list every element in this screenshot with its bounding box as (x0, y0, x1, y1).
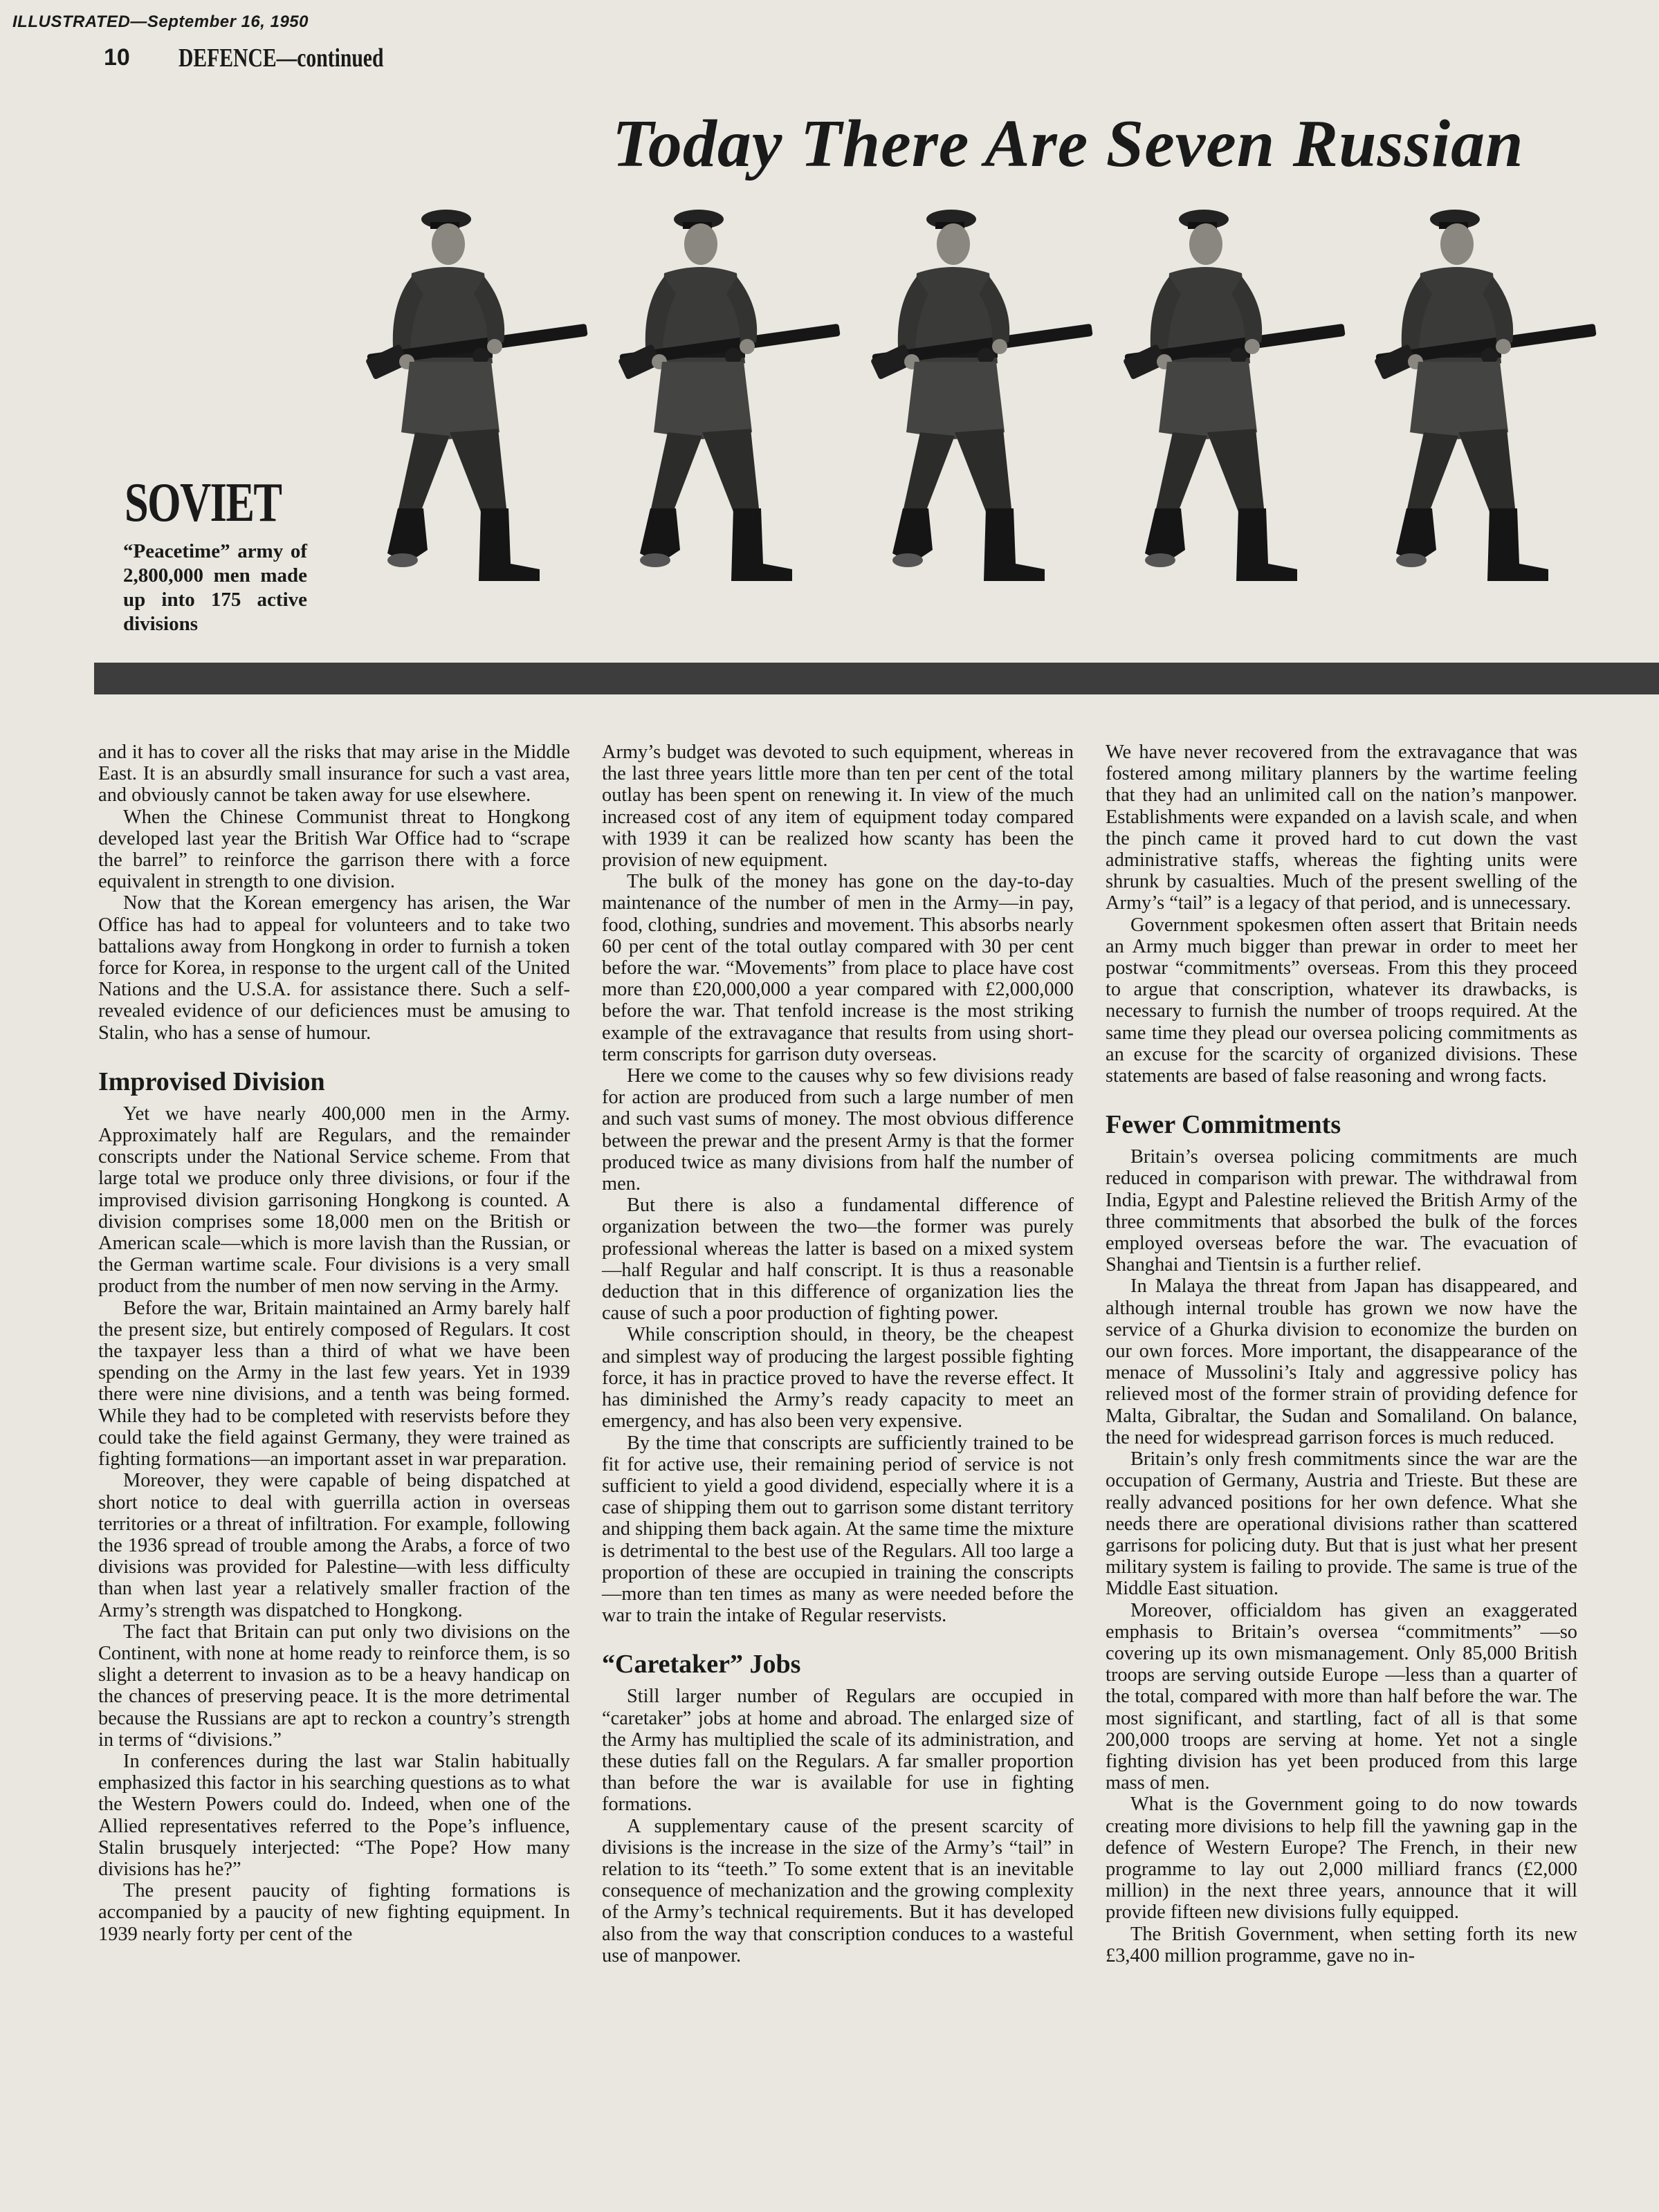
page-number: 10 (104, 44, 130, 71)
paragraph: What is the Government going to do now towards creating more divisions to help fill the yawning gap in the defence of Western Europe? The French, in their new programme to lay out 2,000 milliard francs (£2,000 million) in the next three years, announce that it will provide fifteen new divisions fully equipped. (1106, 1794, 1577, 1924)
paragraph: The present paucity of fighting formations is accompanied by a paucity of new fighting equipment. In 1939 nearly forty per cent of the (98, 1880, 570, 1945)
soldier-figure-5 (1374, 210, 1597, 581)
soldier-figure-4 (1123, 210, 1346, 581)
paragraph: In Malaya the threat from Japan has disappeared, and although internal trouble has grown we now have the service of a Ghurka division to economize the burden on our own forces. More important, the disappearance of the menace of Mussolini’s Italy and aggressive policy has relieved most of the former strain of providing defence for Malta, Gibraltar, the Sudan and Somaliland. On balance, the need for widespread garrison forces is much reduced. (1106, 1275, 1577, 1448)
paragraph: Still larger number of Regulars are occupied in “caretaker” jobs at home and abroad. The enlarged size of the Army has multiplied the scale of its administration, and these duties fall on the Regulars. A far smaller proportion than before the war is available for use in fighting formations. (602, 1686, 1074, 1816)
paragraph: Now that the Korean emergency has arisen, the War Office has had to appeal for volunteers and to take two battalions away from Hongkong in order to furnish a token force for Korea, in response to the urgent call of the United Nations and the U.S.A. for assistance there. Such a self-revealed evidence of our deficiences must be amusing to Stalin, who has a sense of humour. (98, 892, 570, 1044)
subheading: Improvised Division (98, 1067, 325, 1096)
section-label: DEFENCE—continued (178, 44, 384, 73)
subheading: “Caretaker” Jobs (602, 1650, 801, 1679)
text-column-3 (1106, 741, 1577, 1966)
paragraph: By the time that conscripts are sufficiently trained to be fit for active use, their remaining period of service is not sufficient to yield a good dividend, especially where it is a case of shipping them out to garrison some distant territory and shipping them back again. At the same time the mixture is detrimental to the best use of the Regulars. All too large a proportion of these are occupied in training the conscripts—more than ten times as many as were needed before the war to train the intake of Regular reservists. (602, 1432, 1074, 1627)
marching-soldiers-photo (346, 197, 1612, 667)
paragraph: Government spokesmen often assert that Britain needs an Army much bigger than prewar in order to meet her postwar “commitments” overseas. From this they proceed to argue that conscription, whatever its drawbacks, is necessary to furnish the number of troops required. At the same time they plead our oversea policing commitments as an excuse for the scarcity of organized divisions. These statements are based of false reasoning and wrong facts. (1106, 914, 1577, 1087)
sidebar-caption: “Peacetime” army of 2,800,000 men made up into 175 active divisions (123, 540, 307, 635)
subheading: Fewer Commitments (1106, 1110, 1341, 1140)
paragraph: The fact that Britain can put only two divisions on the Continent, with none at home ready to reinforce them, is so slight a deterrent to invasion as to be a heavy handicap on the chances of preserving peace. It is the more detrimental because the Russians are apt to reckon a country’s strength in terms of “divisions.” (98, 1621, 570, 1751)
paragraph: We have never recovered from the extravagance that was fostered among military planners by the wartime feeling that they had an unlimited call on the nation’s manpower. Establishments were expanded on a lavish scale, and when the pinch came it proved hard to cut down the vast administrative staffs, whereas the fighting units were shrunk by casualties. Much of the present swelling of the Army’s “tail” is a legacy of that period, and is unnecessary. (1106, 741, 1577, 914)
paragraph: Britain’s only fresh commitments since the war are the occupation of Germany, Austria and Trieste. But these are really advanced positions for her own defence. What she needs there are operational divisions rather than scattered garrisons for policing duty. But that is just what her present military system is failing to provide. The same is true of the Middle East situation. (1106, 1448, 1577, 1600)
text-column-1 (98, 741, 570, 1945)
paragraph: A supplementary cause of the present scarcity of divisions is the increase in the size of the Army’s “tail” in relation to its “teeth.” To some extent that is an inevitable consequence of mechanization and the growing complexity of the Army’s technical requirements. But it has developed also from the way that conscription conduces to a wasteful use of manpower. (602, 1815, 1074, 1966)
paragraph: Before the war, Britain maintained an Army barely half the present size, but entirely composed of Regulars. It cost the taxpayer less than a third of what we have been spending on the Army in the last few years. Yet in 1939 there were nine divisions, and a tenth was being formed. While they had to be completed with reservists before they could take the field against Germany, they were trained as fighting formations—an important asset in war preparation. (98, 1297, 570, 1471)
paragraph: Britain’s oversea policing commitments are much reduced in comparison with prewar. The withdrawal from India, Egypt and Palestine relieved the British Army of the three commitments that absorbed the bulk of the forces employed overseas before the war. The evacuation of Shanghai and Tientsin is a further relief. (1106, 1146, 1577, 1276)
paragraph: But there is also a fundamental difference of organization between the two—the former was purely professional whereas the latter is based on a mixed system—half Regular and half conscript. It is thus a reasonable deduction that in this difference of organization lies the cause of such a poor production of fighting power. (602, 1195, 1074, 1325)
paragraph: Here we come to the causes why so few divisions ready for action are produced from such a large number of men and such vast sums of money. The most obvious difference between the prewar and the present Army is that the former produced twice as many divisions from half the number of men. (602, 1065, 1074, 1195)
paragraph: While conscription should, in theory, be the cheapest and simplest way of producing the largest possible fighting force, it has in practice proved to have the reverse effect. It has diminished the Army’s ready capacity to meet an emergency, and has also been very expensive. (602, 1324, 1074, 1432)
soldier-figure-2 (618, 210, 841, 581)
paragraph: Moreover, they were capable of being dispatched at short notice to deal with guerrilla action in overseas territories or a threat of infiltration. For example, following the 1936 spread of trouble among the Arabs, a force of two divisions was provided for Palestine—with less difficulty than when last year a relatively smaller fraction of the Army’s strength was dispatched to Hongkong. (98, 1470, 570, 1621)
sidebar-title: SOVIET (125, 472, 282, 533)
masthead: ILLUSTRATED—September 16, 1950 (12, 12, 309, 31)
soldier-figure-1 (365, 210, 588, 581)
divider-bar (94, 663, 1659, 694)
paragraph: Army’s budget was devoted to such equipment, whereas in the last three years little more than ten per cent of the total outlay has been spent on renewing it. In view of the much increased cost of any item of equipment today compared with 1939 it can be realized how scanty has been the provision of new equipment. (602, 741, 1074, 872)
paragraph: Moreover, officialdom has given an exaggerated emphasis to Britain’s oversea “commitments” —so covering up its own mismanagement. Only 85,000 British troops are serving outside Europe —less than a quarter of the total, compared with more than half before the war. The most significant, and startling, fact of all is that some 200,000 troops are serving at home. Yet not a single fighting division has yet been produced from this large mass of men. (1106, 1599, 1577, 1794)
paragraph: Yet we have nearly 400,000 men in the Army. Approximately half are Regulars, and the remainder conscripts under the National Service scheme. From that large total we produce only three divisions, or four if the improvised division garrisoning Hongkong is counted. A division comprises some 18,000 men on the British or American scale—which is more lavish than the Russian, or the German wartime scale. Four divisions is a very small product from the number of men now serving in the Army. (98, 1103, 570, 1298)
text-column-2 (602, 741, 1074, 1966)
paragraph: The bulk of the money has gone on the day-to-day maintenance of the number of men in the Army—in pay, food, clothing, sundries and movement. This absorbs nearly 60 per cent of the total outlay compared with 30 per cent before the war. “Movements” from place to place have cost more than £20,000,000 a year compared with £2,000,000 before the war. That tenfold increase is the most striking example of the extravagance that results from using short-term conscripts for garrison duty overseas. (602, 871, 1074, 1065)
paragraph: and it has to cover all the risks that may arise in the Middle East. It is an absurdly small insurance for such a vast area, and obviously cannot be taken away for use elsewhere. (98, 741, 570, 807)
paragraph: The British Government, when setting forth its new £3,400 million programme, gave no in- (1106, 1923, 1577, 1966)
paragraph: When the Chinese Communist threat to Hongkong developed last year the British War Office had to “scrape the barrel” to reinforce the garrison there with a force equivalent in strength to one division. (98, 806, 570, 893)
headline: Today There Are Seven Russian (612, 107, 1524, 181)
soldier-figure-3 (870, 210, 1093, 581)
paragraph: In conferences during the last war Stalin habitually emphasized this factor in his searching questions as to what the Western Powers could do. Indeed, when one of the Allied representatives referred to the Pope’s influence, Stalin brusquely interjected: “The Pope? How many divisions has he?” (98, 1750, 570, 1880)
